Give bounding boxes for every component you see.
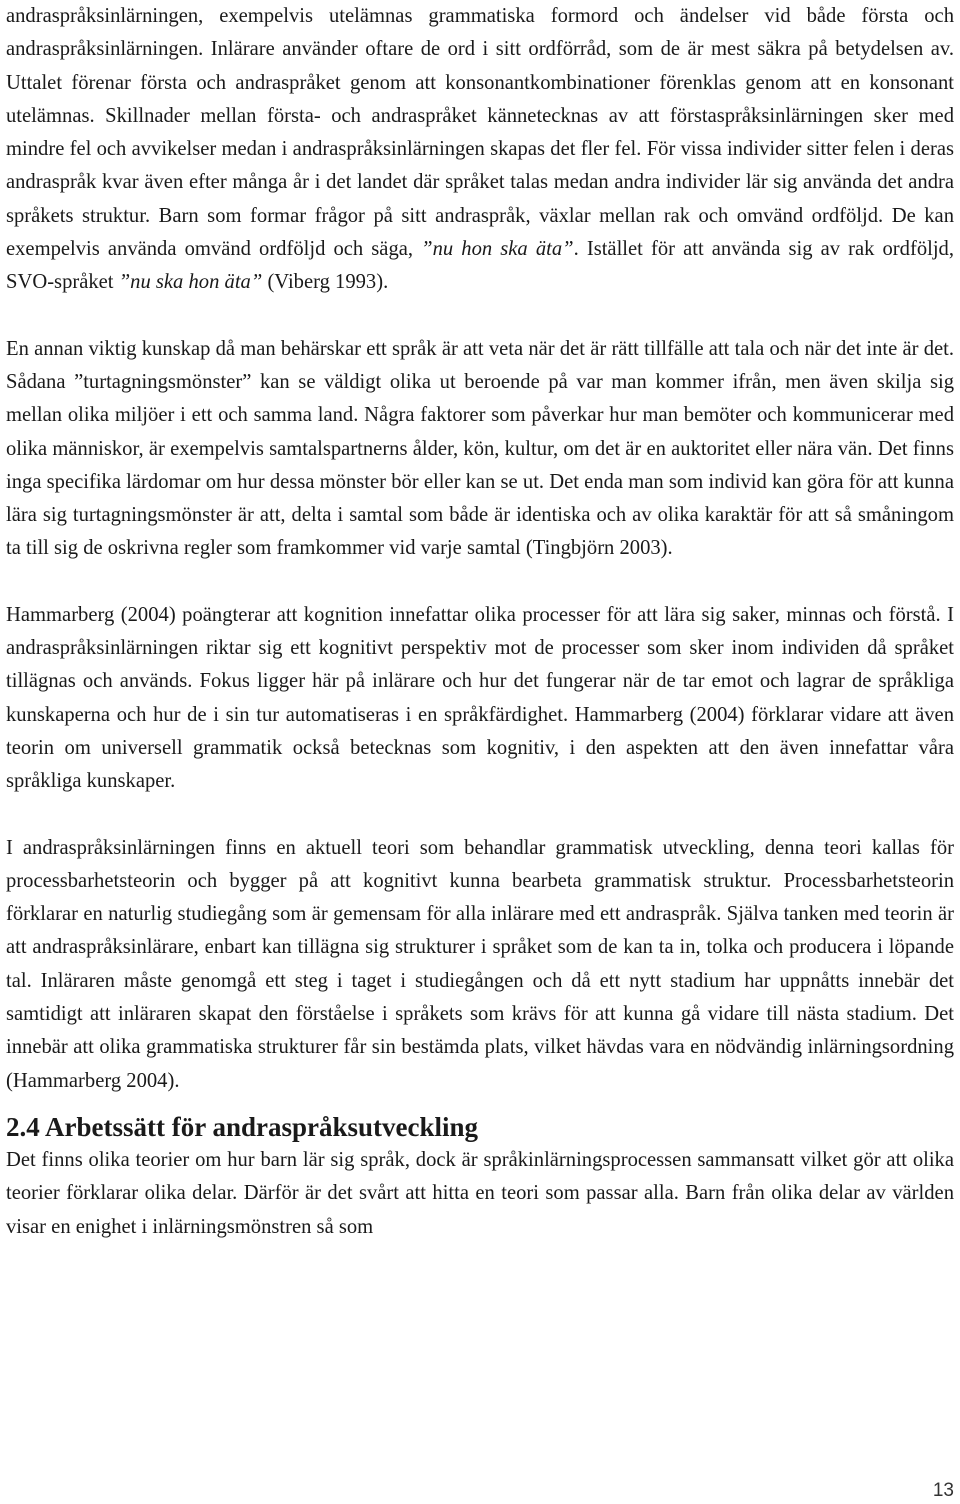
paragraph-section-intro: Det finns olika teorier om hur barn lär sig språk, dock är språkinlärningsprocessen sammansatt vilket gör att olika teorier förklarar olika delar. Därför är det svårt att hitta en teori som passar alla. Barn från olika delar av världen visar en enighet i inlärningsmönstren så som <box>6 1148 954 1238</box>
paragraph-kognition: Hammarberg (2004) poängterar att kognition innefattar olika processer för att lära sig saker, minnas och förstå. I andraspråksinlärningen riktar sig ett kognitivt perspektiv mot de processer som sker inom individen då språket tillägnas och används. Fokus ligger här på inlärare och hur det fungerar när de tar emot och lagrar de språkliga kunskaperna och hur de i sin tur automatiseras i en språkfärdighet. Hammarberg (2004) förklarar vidare att även teorin om universell grammatik också betecknas som kognitiv, i den aspekten att den även innefattar våra språkliga kunskaper. <box>6 603 954 793</box>
paragraph-spacer <box>6 799 954 832</box>
paragraph-spacer <box>6 300 954 333</box>
paragraph-turtagning: En annan viktig kunskap då man behärskar ett språk är att veta när det är rätt tillfälle att tala och när det inte är det. Sådana ”turtagningsmönster” kan se väldigt olika ut beroende på var man kommer ifrån, men även skilja sig mellan olika miljöer i ett och samma land. Några faktorer som påverkar hur man bemöter och kommunicerar med olika människor, är exempelvis samtalspartnerns ålder, kön, kultur, om det är en auktoritet eller nära vän. Det finns inga specifika lärdomar om hur dessa mönster bör eller kan se ut. Det enda man som individ kan göra för att kunna lära sig turtagningsmönster är att, delta i samtal som både är identiska och av olika karaktär för att så småningom ta till sig de oskrivna regler som framkommer vid varje samtal (Tingbjörn 2003). <box>6 337 954 560</box>
paragraph-viberg-text: andraspråksinlärningen, exempelvis utelämnas grammatiska formord och ändelser vid både första och andraspråksinlärningen. Inlärare använder oftare de ord i sitt ordförråd, som de är mest säkra på betydelsen av. Uttalet förenar första och andraspråket genom att konsonantkombinationer förenklas genom att en konsonant utelämnas. Skillnader mellan första- och andraspråket kännetecknas av att förstaspråksinlärningen sker med mindre fel och avvikelser medan i andraspråksinlärningen skapas det fler fel. För vissa individer sitter felen i deras andraspråk kvar även efter många år i det landet där språket talas medan andra individer lär sig använda det andra språkets struktur. Barn som formar frågor på sitt andraspråk, växlar mellan rak och omvänd ordföljd. De kan exempelvis använda omvänd ordföljd och säga, <box>6 5 954 261</box>
heading-spacer <box>6 1098 954 1110</box>
example-straight-word-order: ”nu ska hon äta” <box>118 271 263 294</box>
paragraph-spacer <box>6 566 954 599</box>
example-inverted-word-order: ”nu hon ska äta” <box>421 238 574 261</box>
paragraph-viberg-citation: (Viberg 1993). <box>262 271 389 294</box>
paragraph-viberg-middle: . Istället för att använda sig av rak ordföljd, SVO-språket <box>6 238 955 294</box>
paragraph-viberg <box>6 0 954 300</box>
section-heading: 2.4 Arbetssätt för andraspråksutveckling <box>6 1111 479 1142</box>
paragraph-processbarhet: I andraspråksinlärningen finns en aktuell teori som behandlar grammatisk utveckling, denna teori kallas för processbarhetsteorin och bygger på att kognitivt kunna bearbeta grammatisk struktur. Processbarhetsteorin förklarar en naturlig studiegång som är gemensam för alla inlärare med ett andraspråk. Själva tanken med teorin är att andraspråksinlärare, enbart kan tillägna sig strukturer i språket som de kan ta in, tolka och producera i löpande tal. Inläraren måste genomgå ett steg i taget i studiegången och då ett nytt stadium har uppnåtts innebär det samtidigt att inläraren skapat den förståelse i språkets som krävs för att kunna gå vidare till nästa stadium. Det innebär att olika grammatiska strukturer får sin bestämda plats, vilket hävdas vara en nödvändig inlärningsordning (Hammarberg 2004). <box>6 836 954 1092</box>
page-number: 13 <box>932 1480 954 1501</box>
document-page <box>6 0 954 1244</box>
